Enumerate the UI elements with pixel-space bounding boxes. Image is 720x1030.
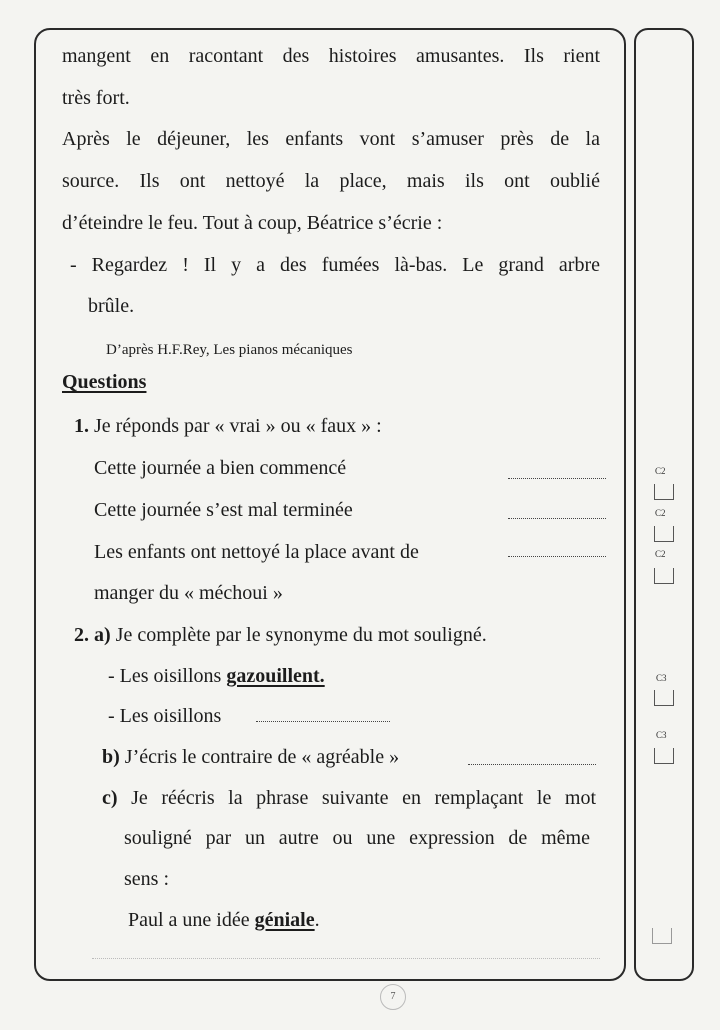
q1-prompt bbox=[74, 414, 382, 438]
q1-item-2: Cette journée s’est mal terminée bbox=[94, 499, 353, 521]
criterion-box-1[interactable] bbox=[654, 484, 674, 500]
criterion-label-5: C3 bbox=[656, 730, 667, 740]
q1-answer-blank-3[interactable] bbox=[508, 556, 606, 557]
q2a-prompt-text: Je complète par le synonyme du mot souligné. bbox=[115, 624, 487, 646]
q1-item-3-cont: manger du « méchoui » bbox=[94, 582, 283, 604]
q2a-line-1 bbox=[108, 664, 325, 688]
passage-line-3: Après le déjeuner, les enfants vont s’amuser près de la bbox=[62, 128, 600, 150]
q2c-line-1 bbox=[102, 786, 596, 810]
q2c-line-2: souligné par un autre ou une expression de même bbox=[124, 827, 590, 849]
q2a-line-1-prefix: - Les oisillons bbox=[108, 665, 222, 687]
q2c-line-3: sens : bbox=[124, 868, 169, 890]
q1-item-1: Cette journée a bien commencé bbox=[94, 457, 347, 479]
criterion-label-1: C2 bbox=[655, 466, 666, 476]
passage-line-1: mangent en racontant des histoires amusantes. Ils rient bbox=[62, 45, 600, 67]
q1-answer-blank-1[interactable] bbox=[508, 478, 606, 479]
criterion-label-3: C2 bbox=[655, 549, 666, 559]
passage-source: D’après H.F.Rey, Les pianos mécaniques bbox=[106, 342, 353, 358]
passage-line-7: brûle. bbox=[88, 295, 135, 317]
criterion-box-4[interactable] bbox=[654, 690, 674, 706]
q2a-answer-blank[interactable] bbox=[256, 721, 390, 722]
q2a-line-2: - Les oisillons bbox=[108, 705, 222, 727]
criterion-box-3[interactable] bbox=[654, 568, 674, 584]
q2c-label: c) bbox=[102, 787, 118, 809]
q2a-prompt bbox=[74, 623, 487, 647]
q1-answer-blank-2[interactable] bbox=[508, 518, 606, 519]
q2c-sentence-end: . bbox=[314, 909, 320, 931]
q1-item-3: Les enfants ont nettoyé la place avant de bbox=[94, 541, 419, 563]
q2b-answer-blank[interactable] bbox=[468, 764, 596, 765]
q2c-underlined-word: géniale bbox=[254, 909, 315, 931]
q1-prompt-text: Je réponds par « vrai » ou « faux » : bbox=[94, 415, 382, 437]
q2b-label: b) bbox=[102, 746, 120, 768]
criterion-box-5[interactable] bbox=[654, 748, 674, 764]
q2-number: 2. bbox=[74, 624, 89, 646]
passage-line-6: - Regardez ! Il y a des fumées là-bas. Le grand arbre bbox=[70, 254, 600, 276]
criterion-box-2[interactable] bbox=[654, 526, 674, 542]
passage-line-2: très fort. bbox=[62, 87, 130, 109]
criterion-box-6[interactable] bbox=[652, 928, 672, 944]
q2c-sentence bbox=[128, 908, 320, 932]
page-number: 7 bbox=[380, 984, 406, 1010]
q2c-sentence-prefix: Paul a une idée bbox=[128, 909, 250, 931]
q2a-label: a) bbox=[94, 624, 111, 646]
passage-line-5: d’éteindre le feu. Tout à coup, Béatrice s’écrie : bbox=[62, 212, 443, 234]
grading-margin bbox=[634, 28, 694, 981]
criterion-label-2: C2 bbox=[655, 508, 666, 518]
questions-heading: Questions bbox=[62, 371, 147, 393]
passage-line-4: source. Ils ont nettoyé la place, mais ils ont oublié bbox=[62, 170, 600, 192]
q2c-line-1-text: Je réécris la phrase suivante en remplaçant le mot bbox=[131, 787, 597, 809]
q1-number: 1. bbox=[74, 415, 89, 437]
q2a-underlined-word: gazouillent. bbox=[226, 665, 325, 687]
q2b-prompt bbox=[102, 745, 399, 769]
q2b-prompt-text: J’écris le contraire de « agréable » bbox=[124, 746, 400, 768]
criterion-label-4: C3 bbox=[656, 673, 667, 683]
q2c-answer-blank[interactable] bbox=[92, 958, 600, 959]
